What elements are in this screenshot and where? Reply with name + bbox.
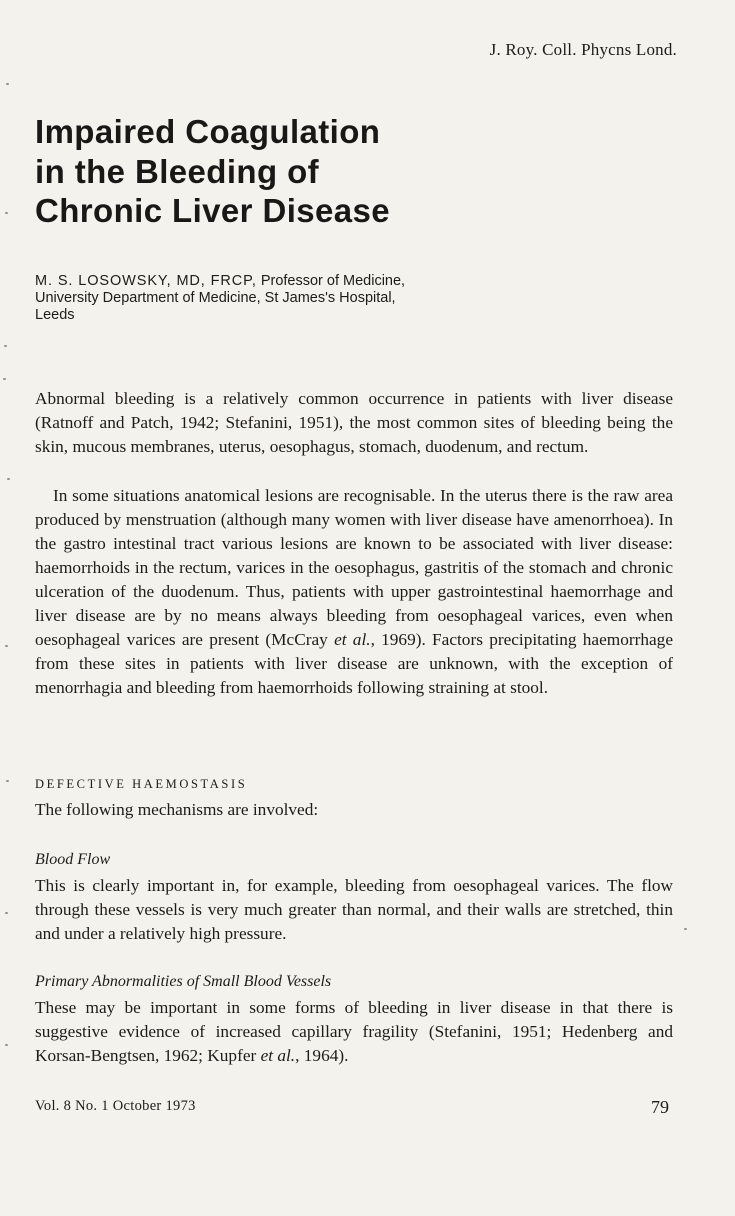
para2-et-al: et al. xyxy=(334,630,371,649)
scan-speck xyxy=(684,928,687,930)
intro-paragraph-1 xyxy=(35,387,673,459)
title-line-2: in the Bleeding of xyxy=(35,152,320,190)
footer-issue: Vol. 8 No. 1 October 1973 xyxy=(35,1098,196,1114)
primary-et-al: et al. xyxy=(260,1046,296,1065)
author-position: Professor of Medicine, xyxy=(256,273,406,289)
primary-abnormalities-text xyxy=(35,996,673,1068)
author-affiliation-line-2: Leeds xyxy=(35,307,75,323)
primary-abnormalities-paragraph xyxy=(35,996,673,1068)
page-number: 79 xyxy=(651,1097,669,1117)
intro-paragraph-2-text xyxy=(35,484,673,700)
primary-text-start: These may be important in some forms of bleeding in liver disease in that there is suggestive evidence of increased capillary fragility (Stefanini, 1951; Hedenberg and Korsan-Bengtsen, 1962; Kupfer xyxy=(35,998,673,1065)
blood-flow-paragraph xyxy=(35,874,673,946)
primary-text-end: , 1964). xyxy=(295,1046,349,1065)
scan-speck xyxy=(6,780,9,782)
subheading-primary-abnormalities: Primary Abnormalities of Small Blood Vessels xyxy=(35,973,332,990)
author-block xyxy=(35,273,405,324)
scan-speck xyxy=(7,478,10,480)
section-heading: DEFECTIVE HAEMOSTASIS xyxy=(35,777,248,791)
section-intro-text: The following mechanisms are involved: xyxy=(35,800,319,819)
scan-speck xyxy=(5,212,8,214)
para2-text-end: , 1969). Factors precipitating haemorrhage from these sites in patients with liver disease are unknown, with the exception of menorrhagia and bleeding from haemorrhoids following straining at stool. xyxy=(35,630,673,697)
scan-speck xyxy=(5,1044,8,1046)
scan-speck xyxy=(3,378,6,380)
subheading-blood-flow: Blood Flow xyxy=(35,851,111,868)
author-affiliation-line-1: University Department of Medicine, St James's Hospital, xyxy=(35,290,396,306)
scan-speck xyxy=(4,345,7,347)
blood-flow-text: This is clearly important in, for example, bleeding from oesophageal varices. The flow through these vessels is very much greater than normal, and their walls are stretched, thin and under a relatively high pressure. xyxy=(35,876,673,943)
section-intro xyxy=(35,798,673,822)
scan-speck xyxy=(6,83,9,85)
title-line-3: Chronic Liver Disease xyxy=(35,192,391,229)
intro-paragraph-1-text: Abnormal bleeding is a relatively common occurrence in patients with liver disease (Ratnoff and Patch, 1942; Stefanini, 1951), the most common sites of bleeding being the skin, mucous membranes, uterus, oesophagus, stomach, duodenum, and rectum. xyxy=(35,389,673,456)
para2-text-start: In some situations anatomical lesions are recognisable. In the uterus there is the raw area produced by menstruation (although many women with liver disease have amenorrhoea). In the gastro intestinal tract various lesions are known to be associated with liver disease: haemorrhoids in the rectum, varices in the oesophagus, gastritis of the stomach and chronic ulceration of the duodenum. Thus, patients with upper gastrointestinal haemorrhage and liver disease are by no means always bleeding from oesophageal varices, even when oesophageal varices are present (McCray xyxy=(35,486,673,649)
journal-name: J. Roy. Coll. Phycns Lond. xyxy=(489,40,677,59)
author-line-1 xyxy=(35,273,405,290)
title-line-1: Impaired Coagulation xyxy=(35,113,381,150)
intro-paragraph-2 xyxy=(35,484,673,700)
scan-speck xyxy=(5,912,8,914)
scan-speck xyxy=(5,645,8,647)
article-title xyxy=(35,112,390,231)
author-name: M. S. LOSOWSKY, MD, FRCP, xyxy=(35,273,257,289)
